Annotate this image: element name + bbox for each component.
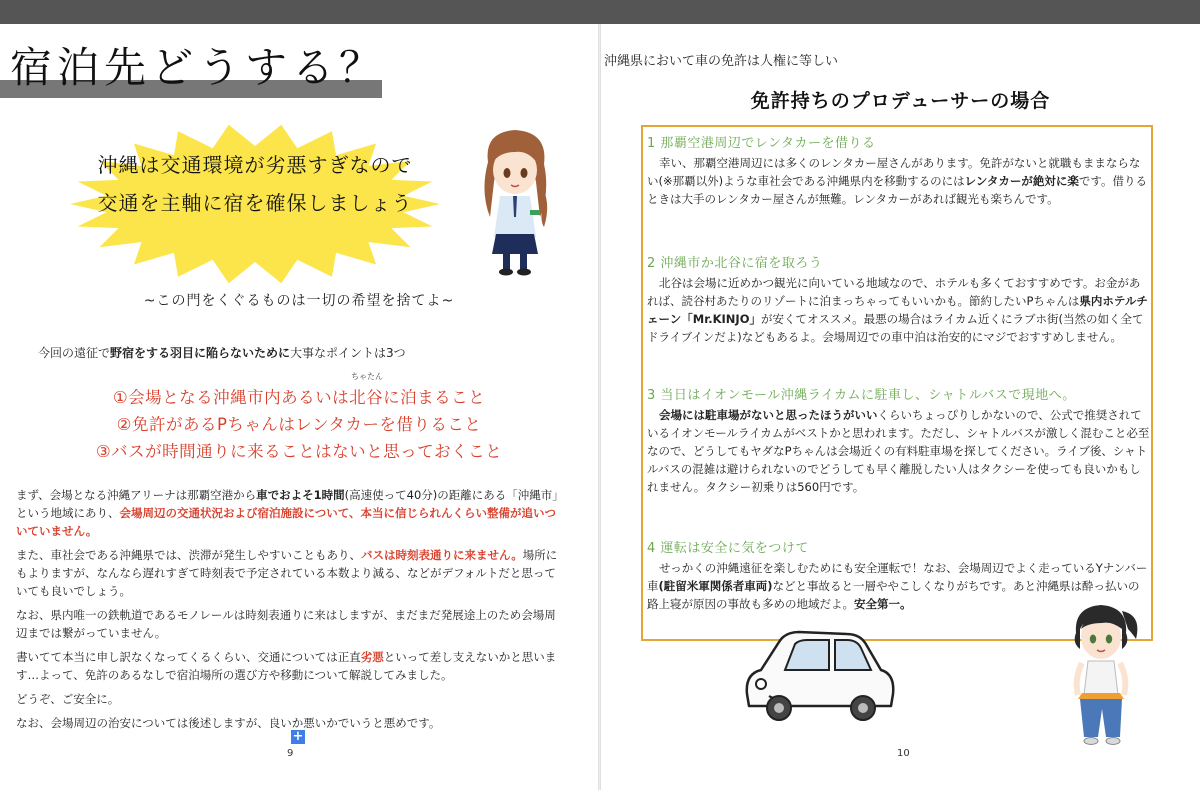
s3-bold: 会場には駐車場がないと思ったほうがいい (659, 408, 878, 422)
s2-bold: 県内ホテルチェーン「Mr.KINJO」 (647, 294, 1148, 326)
s1-bold: レンタカーが絶対に楽 (964, 174, 1079, 188)
motto-text: ~この門をくぐるものは一切の希望を捨てよ~ (143, 293, 455, 309)
add-comment-plus-icon[interactable]: + (292, 729, 304, 744)
section-1-body (647, 154, 1150, 208)
s1-text-a: 幸い、那覇空港周辺には多くのレンタカー屋さんがあります。免許がないと就職もままならない(※那覇以外)ような車社会である沖縄県内を移動するのには (647, 156, 1141, 188)
paragraph-4 (16, 648, 561, 684)
car-illustration (739, 614, 899, 729)
s4-bold: (駐留米軍関係者車両) (658, 579, 773, 593)
p2-text-a: また、車社会である沖縄県では、渋滞が発生しやすいこともあり、 (16, 548, 361, 562)
s4-text-a: せっかくの沖縄遠征を楽しむためにも安全運転で！なお、会場周辺でよく走っているYナンバー車 (647, 561, 1148, 593)
section-2-body (647, 274, 1150, 346)
furigana-chatan: ちゃたん (351, 372, 383, 381)
burst-line-1: 沖縄は交通環境が劣悪すぎなので (97, 153, 413, 177)
top-toolbar (0, 0, 1200, 24)
s3-text-c: くらいちょっぴりしかないので、公式で推奨されているイオンモールライカムがベストかと思われます。ただし、シャトルバスが激しく混むこと必至なので、どうしてもヤダなPちゃんは会場近くの有料駐車場を探してください。ライブ後、シャトルバスの混雑は避けられないのでどうしても早く離脱したい人はタクシーを使っても良いかもしれません。タクシー初乗りは560円です。 (647, 408, 1150, 494)
p1-red-bold: 会場周辺の交通状況および宿泊施設について、本当に信じられんくらい整備が追いついていません。 (16, 506, 557, 538)
s2-text-a: 北谷は会場に近めかつ観光に向いている地域なので、ホテルも多くておすすめです。お金があれば、読谷村あたりのリゾートに泊まっちゃってもいいかも。節約したいPちゃんは (647, 276, 1141, 308)
intro-pre: 今回の遠征で (38, 346, 111, 360)
page-right (601, 24, 1200, 790)
s2-text-c: が安くてオススメ。最悪の場合はライカム近くにラブホ街(当然の如く全てドライブインだよ)などもあるよ。会場周辺での車中泊は治安的にマジでおすすめしません。 (647, 312, 1144, 344)
starburst-text (70, 146, 440, 222)
p4-text-c: といって差し支えないかと思います…よって、免許のあるなしで宿泊場所の選び方や移動について解説してみました。 (16, 650, 557, 682)
p1-text-a: まず、会場となる沖縄アリーナは那覇空港から (16, 488, 257, 502)
p1-text-c: (高速使って40分)の距離にある「沖縄市」という地域にあり、 (16, 488, 558, 520)
key-point-1: ①会場となる沖縄市内あるいは北谷に泊まること (112, 388, 486, 407)
key-point-2: ②免許があるPちゃんはレンタカーを借りること (116, 415, 482, 434)
burst-line-2: 交通を主軸に宿を確保しましょう (97, 191, 413, 215)
page-header-text: 沖縄県において車の免許は人権に等しい (604, 54, 839, 69)
section-3 (647, 386, 1150, 496)
page-number-right: 10 (897, 748, 910, 759)
section-1-heading: 1 那覇空港周辺でレンタカーを借りる (647, 136, 876, 151)
intro-line (38, 344, 406, 361)
girl-character-illustration (1056, 599, 1146, 749)
page-left (0, 24, 598, 790)
p4-red-bold: 劣悪 (360, 650, 384, 664)
intro-post: 大事なポイントは3つ (290, 346, 406, 360)
key-point-3: ③バスが時間通りに来ることはないと思っておくこと (95, 442, 503, 461)
paragraph-5: どうぞ、ご安全に。 (16, 692, 120, 706)
paragraph-1 (16, 486, 561, 540)
p2-red-bold: バスは時刻表通りに来ません。 (361, 548, 523, 562)
s1-text-c: です。借りるときは大手のレンタカー屋さんが無難。レンタカーがあれば観光も楽ちんです。 (647, 174, 1147, 206)
section-3-heading: 3 当日はイオンモール沖縄ライカムに駐車し、シャトルバスで現地へ。 (647, 388, 1076, 403)
paragraph-6: なお、会場周辺の治安については後述しますが、良いか悪いかでいうと悪めです。 (16, 716, 441, 730)
s4-bold-end: 安全第一。 (854, 597, 912, 611)
s4-text-c: などと事故ると一層ややこしくなりがちです。あと沖縄県は酔っ払いの路上寝が原因の事故も多めの地域だよ。 (647, 579, 1140, 611)
paragraph-2 (16, 546, 561, 600)
section-title: 免許持ちのプロデューサーの場合 (750, 90, 1051, 112)
section-3-body (647, 406, 1150, 496)
p1-bold: 車でおよそ1時間 (256, 488, 345, 502)
p2-text-c: 場所にもよりますが、なんなら遅れすぎて時刻表で予定されている本数より減る、などがデフォルトだと思っていても良いでしょう。 (16, 548, 558, 598)
section-1 (647, 134, 1150, 208)
left-body-text (16, 486, 561, 738)
section-2-heading: 2 沖縄市か北谷に宿を取ろう (647, 256, 823, 271)
paragraph-3: なお、県内唯一の鉄軌道であるモノレールは時刻表通りに来はしますが、まだまだ発展途上のため会場周辺までは繋がっていません。 (16, 608, 556, 640)
key-points-list (0, 384, 598, 465)
page-number-left: 9 (287, 748, 294, 759)
section-2 (647, 254, 1150, 346)
p4-text-a: 書いてて本当に申し訳なくなってくるくらい、交通については正直 (16, 650, 361, 664)
page-title: 宿泊先どうする？ (10, 43, 387, 92)
section-4-heading: 4 運転は安全に気をつけて (647, 541, 809, 556)
police-girl-illustration (470, 122, 560, 282)
intro-bold: 野宿をする羽目に陥らないために (110, 346, 291, 360)
